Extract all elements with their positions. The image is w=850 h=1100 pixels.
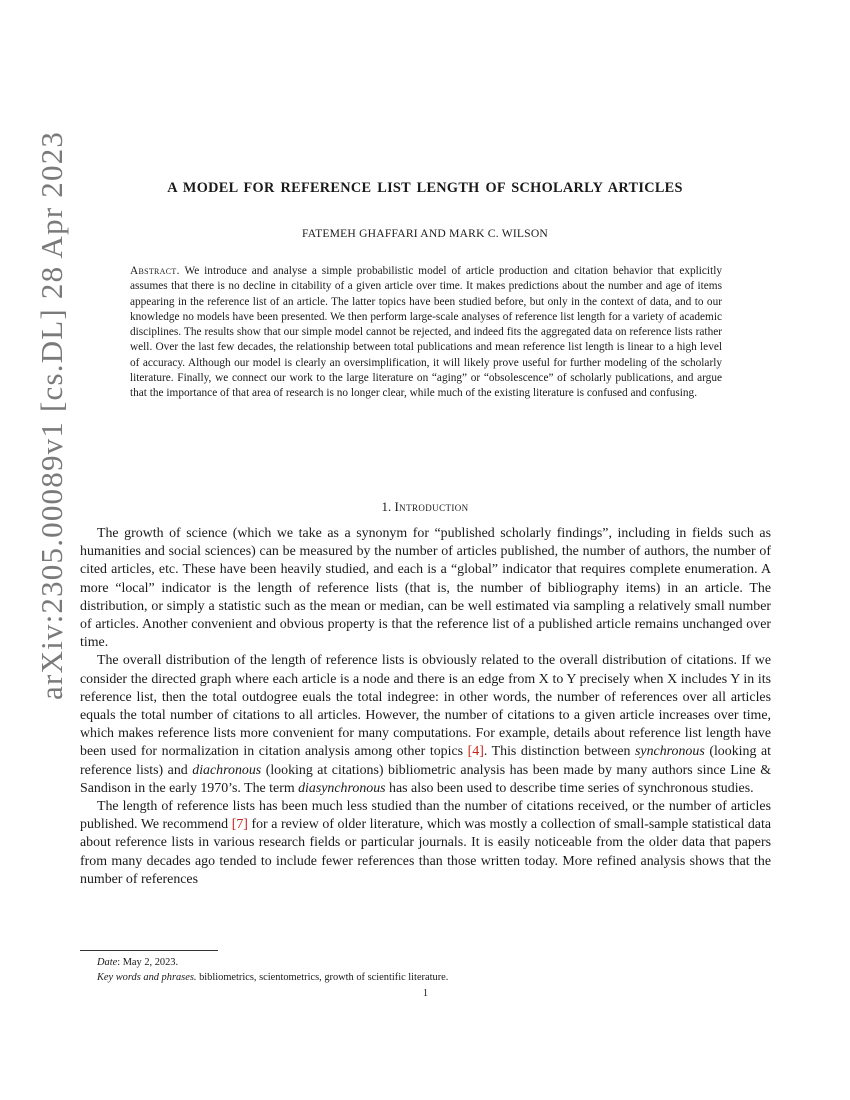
paragraph-2-text: has also been used to describe time series of synchronous studies. [385,780,754,796]
abstract-label: Abstract. [130,265,180,277]
paragraph-2-text: The overall distribution of the length of reference lists is obviously related to the overall distribution of citations. If we consider the directed graph where each article is a node and there is an edge from X to Y precisely when X includes Y in its reference list, then the total outdogree euals the total indegree: in other words, the number of references over all articles equals the total number of citations to all articles. However, the number of citations to a given article increases over time, which makes reference lists more convenient for many computations. For example, details about reference list length have been used for normalization in citation analysis among other topics [80,653,771,760]
paper-title: A MODEL FOR REFERENCE LIST LENGTH OF SCHOLARLY ARTICLES [167,180,683,196]
footnote-date-label: Date [97,957,118,968]
paragraph-3-text: for a review of older literature, which was mostly a collection of small-sample statistical data about reference lists in various research fields or particular journals. It is easily noticeable from the older data that papers from many decades ago tended to include fewer references than those written today. More refined analysis shows that the number of references [80,817,771,887]
paragraph-3 [80,798,771,889]
paragraph-2-text: (looking at reference lists) and [80,744,771,778]
footnotes [80,955,771,986]
emphasis-diachronous: diachronous [192,762,262,778]
paper-authors: FATEMEH GHAFFARI AND MARK C. WILSON [302,227,548,240]
footnote-divider [80,950,218,951]
emphasis-diasynchronous: diasynchronous [298,780,386,796]
abstract-text: We introduce and analyse a simple probabilistic model of article production and citation behavior that explicitly assumes that there is no decline in citability of a given article over time. It makes predictions about the number and age of items appearing in the reference list of an article. The latter topics have been studied before, but only in the context of data, and to our knowledge no models have been presented. We then perform large-scale analyses of reference list length for a variety of academic disciplines. The results show that our simple model cannot be rejected, and indeed fits the aggregated data on reference lists rather well. Over the last few decades, the relationship between total publications and mean reference list length is linear to a high level of accuracy. Although our model is clearly an oversimplification, it will likely prove useful for further modeling of the scholarly literature. Finally, we connect our work to the large literature on “aging” or “obsolescence” of scholarly publications, and argue that the importance of that area of research is no longer clear, while much of the existing literature is confused and confusing. [130,265,722,399]
paragraph-1: The growth of science (which we take as a synonym for “published scholarly findings”, including in fields such as humanities and social sciences) can be measured by the number of articles published, the number of authors, the number of cited articles, etc. These have been heavily studied, and each is a “global” indicator that requires complete enumeration. A more “local” indicator is the length of reference lists (that is, the number of bibliography items) in an article. The distribution, or simply a statistic such as the mean or median, can be well estimated via sampling a relatively small number of articles. Another convenient and obvious property is that the reference list of a published article remains unchanged over time. [80,526,771,651]
footnote-keywords [80,970,771,985]
footnote-date [80,955,771,970]
section-number: 1. [381,499,392,514]
paragraph-2 [80,652,771,798]
section-heading-introduction [80,499,770,515]
emphasis-synchronous: synchronous [635,744,705,760]
abstract [130,264,722,401]
footnote-keywords-label: Key words and phrases. [97,972,197,984]
paragraph-2-text: . This distinction between [483,744,636,760]
page-number: 1 [422,988,429,999]
paragraph-3-text: The length of reference lists has been much less studied than the number of citations received, or the number of articles published. We recommend [80,799,771,833]
footnote-keywords-value: bibliometrics, scientometrics, growth of scientific literature. [196,972,449,984]
arxiv-identifier-stamp: arXiv:2305.00089v1 [cs.DL] 28 Apr 2023 [34,130,69,700]
citation-link-4[interactable]: [4] [467,744,484,760]
introduction-body [80,525,771,889]
footnote-date-value: : May 2, 2023. [117,957,179,968]
paragraph-2-text: (looking at citations) bibliometric analysis has been made by many authors since Line & Sandison in the early 1970’s. The term [80,762,771,796]
citation-link-7[interactable]: [7] [231,817,248,833]
section-title: Introduction [394,499,469,514]
